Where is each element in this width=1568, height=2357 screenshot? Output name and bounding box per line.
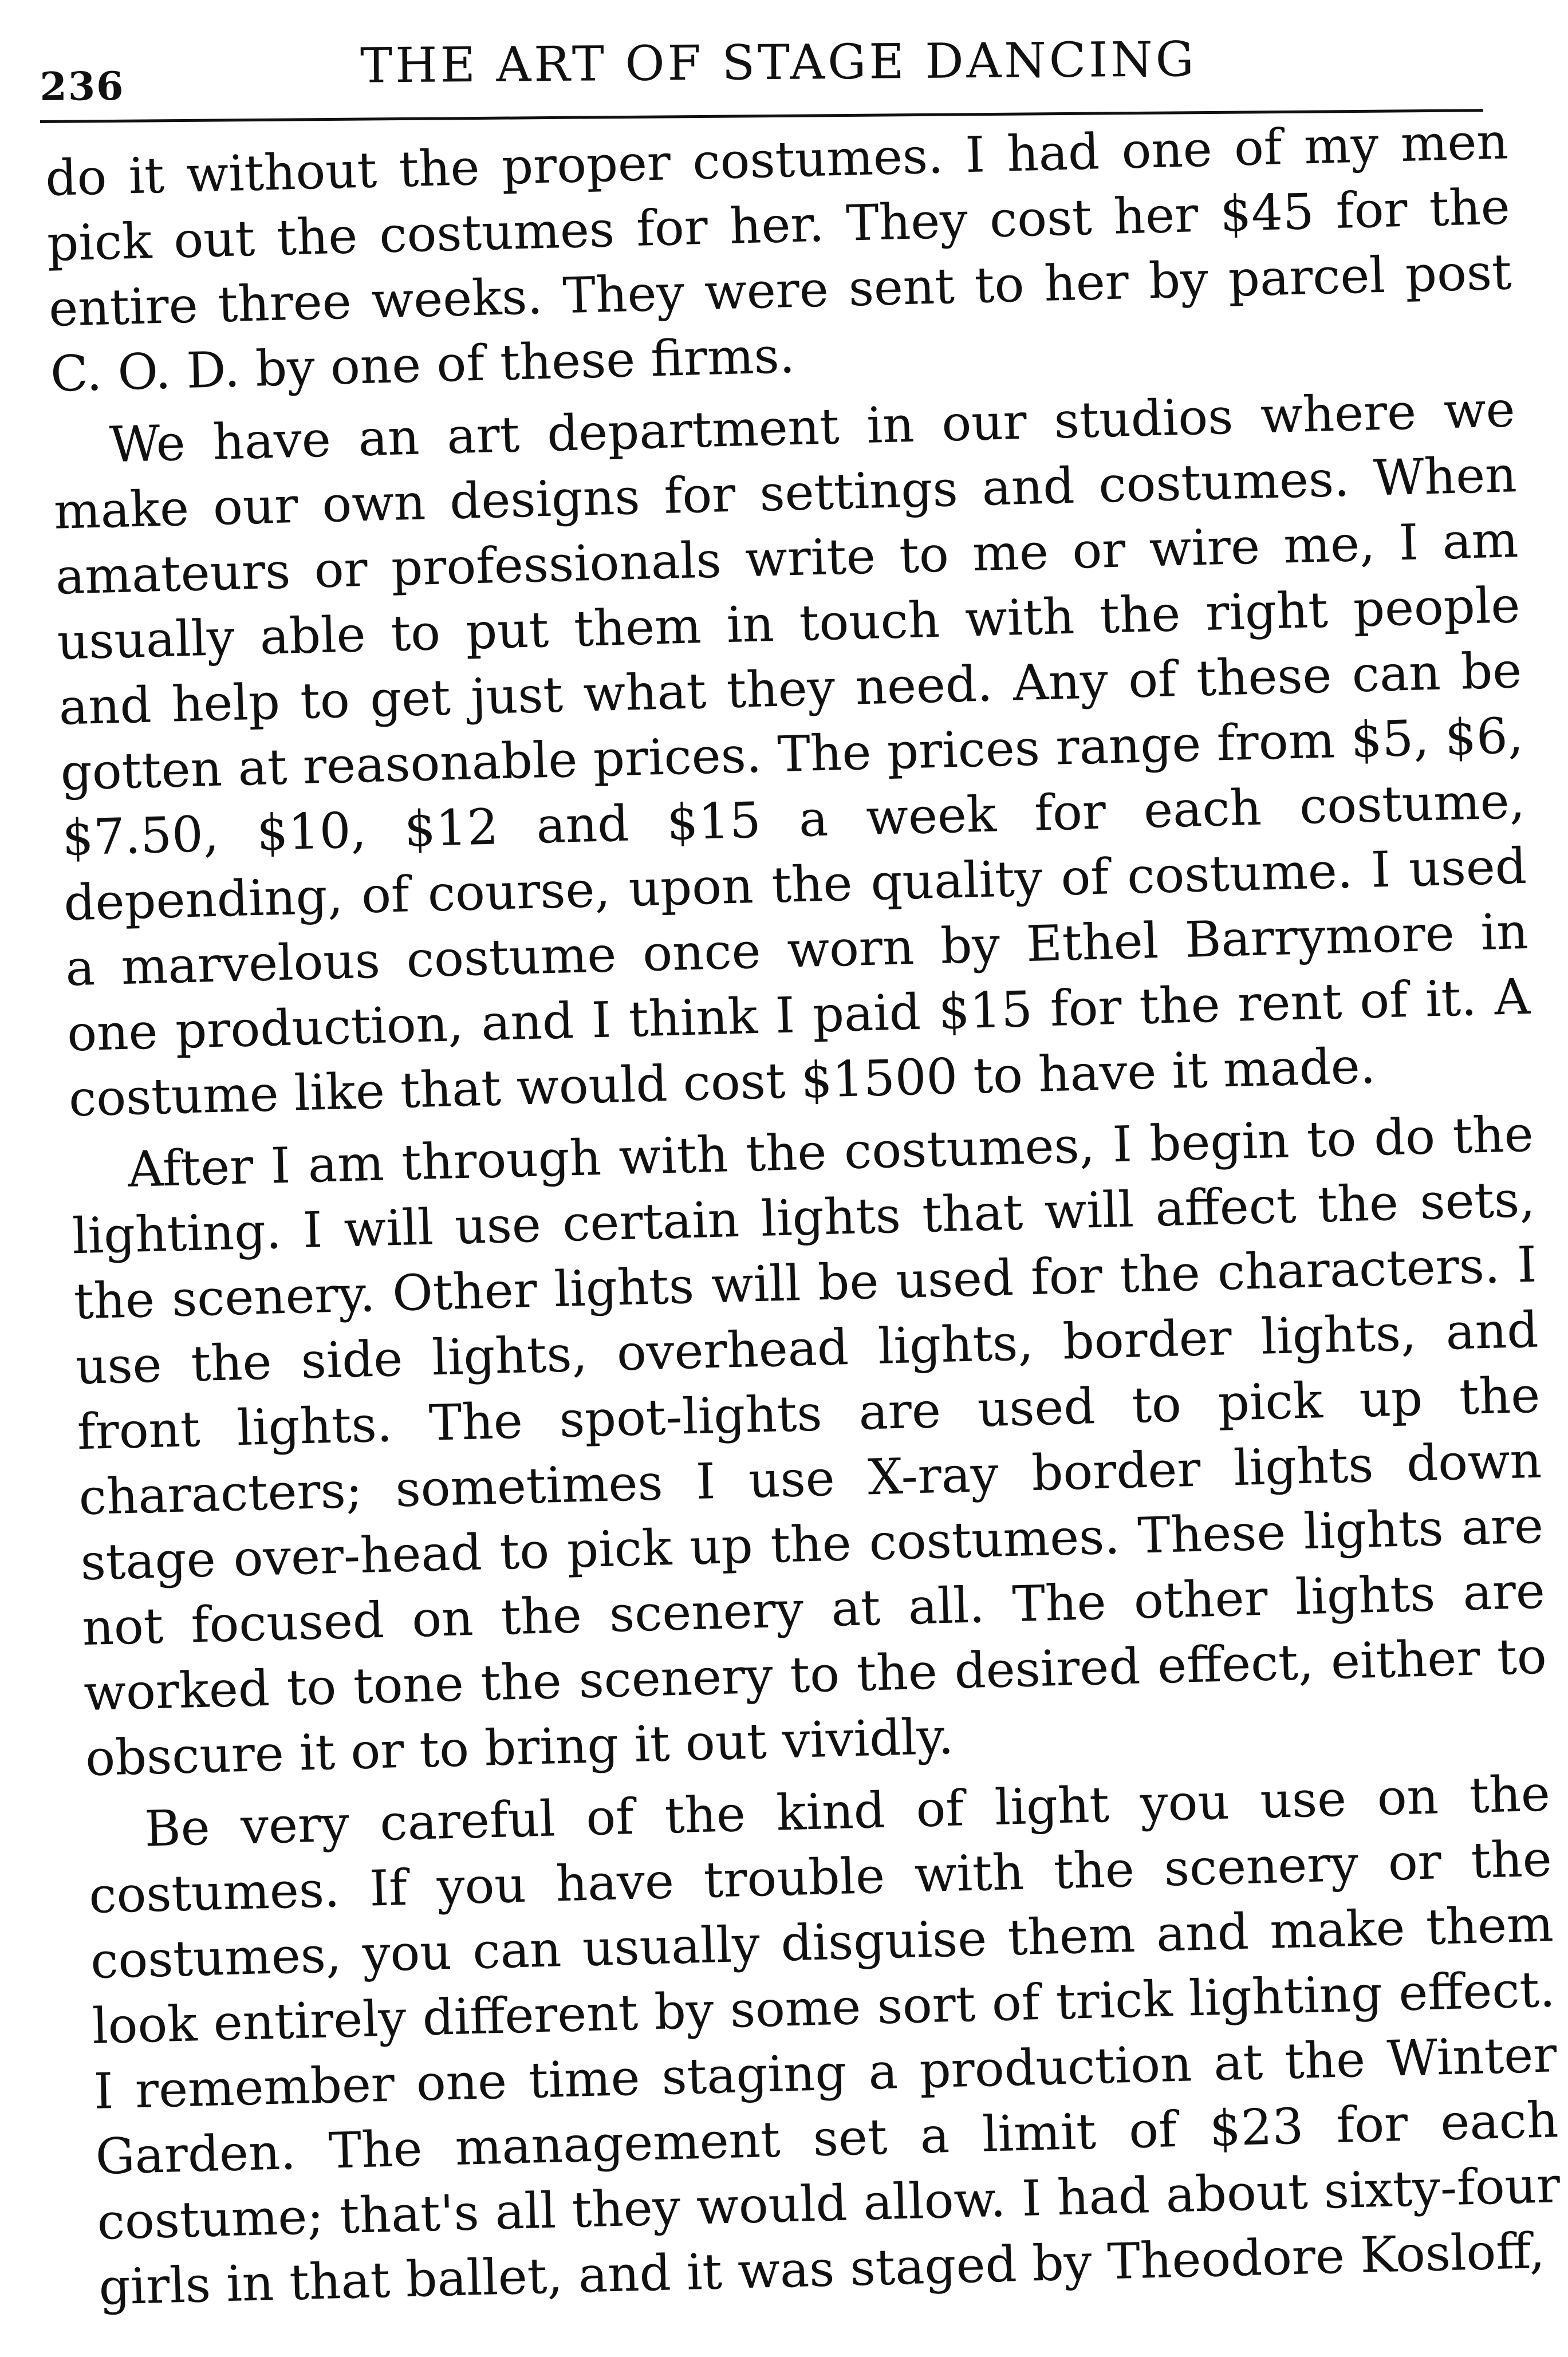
paragraph-lighting: After I am through with the costumes, I begin to do the lighting. I will use certain lights that will affect the sets, the scenery. Other lights will be used for the characters. I use the side lights, overhead lights, border lights, and front lights. The spot-lights are used to pick up the characters; sometimes I use X-ray border lights down stage over-head to pick up the costumes. These lights are not focused on the scenery at all. The other lights are worked to tone the scenery to the desired effect, either to obscure it or to bring it out vividly. — [71, 1105, 1547, 1788]
paragraph-continuation: do it without the proper costumes. I had one of my men pick out the costumes for her. They cost her $45 for the entire three weeks. They were sent to her by parcel post C. O. D. by one of these firms. — [45, 113, 1512, 403]
body-text — [45, 109, 1563, 2327]
running-title: THE ART OF STAGE DANCING — [360, 31, 1197, 94]
page-header — [40, 6, 1483, 126]
paragraph-art-department: We have an art department in our studios where we make our own designs for settings and costumes. When amateurs or professionals write to me or wire me, I am usually able to put them in touch with the right people and help to get just what they need. Any of these can be gotten at reasonable prices. The prices range from $5, $6, $7.50, $10, $12 and $15 a week for each costume, depending, of course, upon the quality of costume. I used a marvelous costume once worn by Ethel Barrymore in one production, and I think I paid $15 for the rent of it. A costume like that would cost $1500 to have it made. — [53, 381, 1531, 1128]
page-number: 236 — [40, 63, 125, 111]
paragraph-careful-light: Be very careful of the kind of light you use on the costumes. If you have trouble with the scenery or the costumes, you can usually disguise them and make them look entirely different by some sort of trick lighting effect. I remember one time staging a production at the Winter Garden. The management set a limit of $23 for each costume; that's all they would allow. I had about sixty-four girls in that ballet, and it was staged by Theodore Kosloff, — [88, 1765, 1561, 2316]
